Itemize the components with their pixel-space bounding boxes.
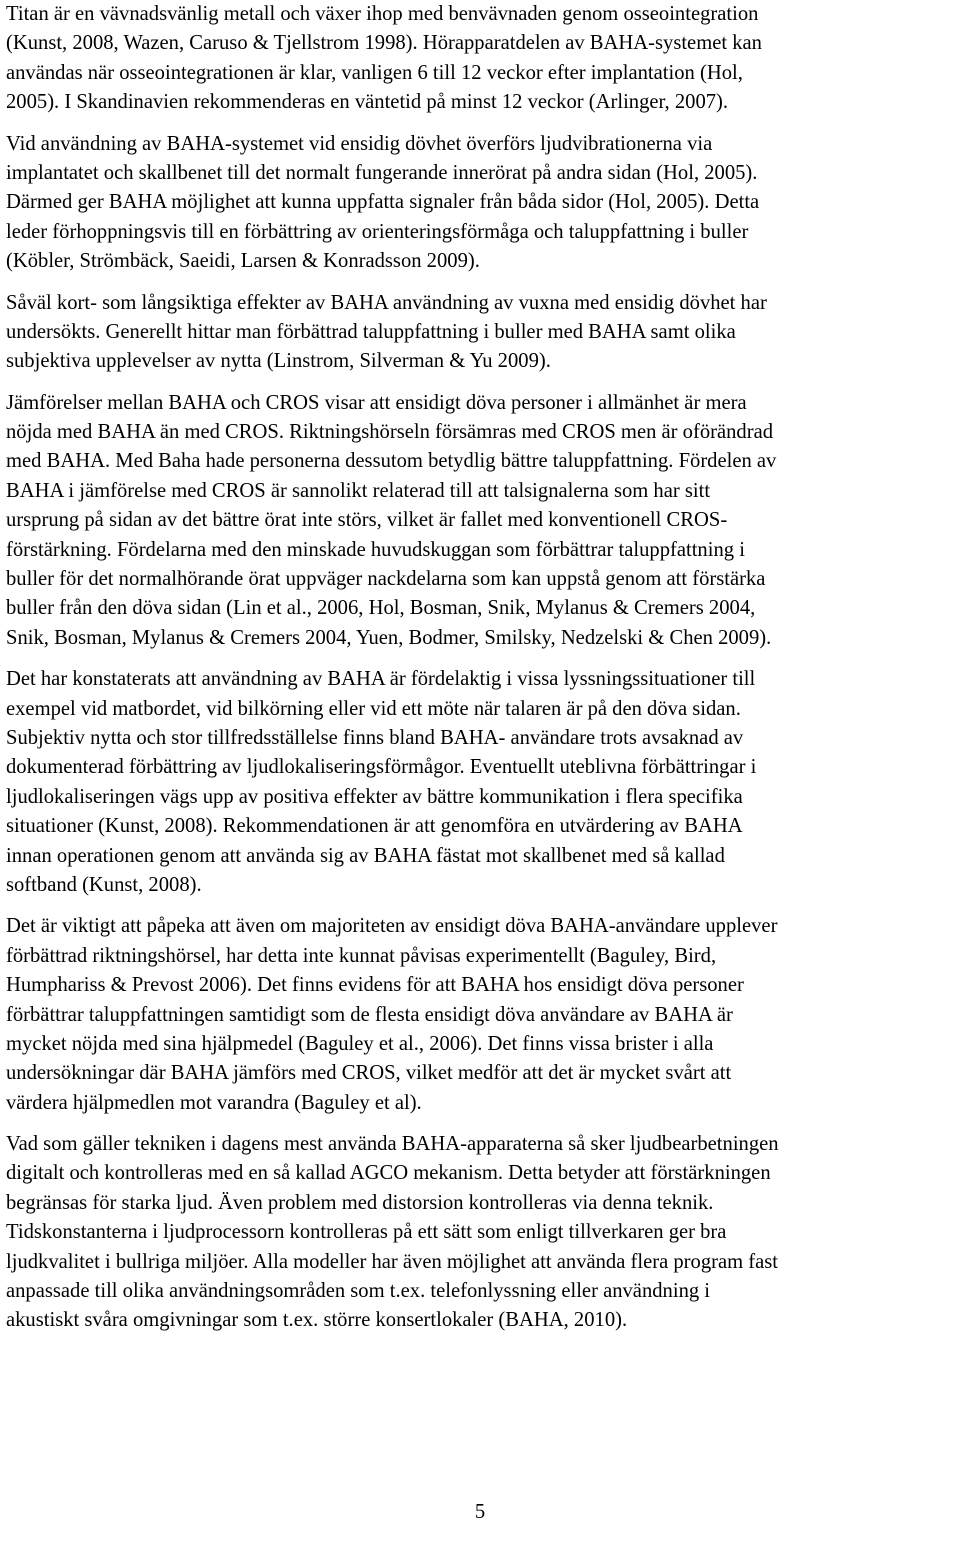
text-line: Tidskonstanterna i ljudprocessorn kontrolleras på ett sätt som enligt tillverkaren ger bra xyxy=(6,1221,727,1244)
text-line: innan operationen genom att använda sig av BAHA fästat mot skallbenet med så kallad xyxy=(6,844,725,867)
text-line: dokumenterad förbättring av ljudlokaliseringsförmågor. Eventuellt uteblivna förbättringar i xyxy=(6,756,757,779)
text-line: användas när osseointegrationen är klar, vanligen 6 till 12 veckor efter implantation (Hol, xyxy=(6,61,743,84)
text-line: softband (Kunst, 2008). xyxy=(6,873,202,896)
text-line: Jämförelser mellan BAHA och CROS visar att ensidigt döva personer i allmänhet är mera xyxy=(6,391,747,414)
text-line: implantatet och skallbenet till det normalt fungerande innerörat på andra sidan (Hol, 2005). xyxy=(6,161,758,184)
paragraph-technology xyxy=(6,1130,960,1336)
paragraph-unilateral-deafness xyxy=(6,130,960,277)
text-line: leder förhoppningsvis till en förbättring av orienteringsförmåga och taluppfattning i buller xyxy=(6,220,749,243)
paragraph-effects xyxy=(6,289,960,377)
text-line: anpassade till olika användningsområden som t.ex. telefonlyssning eller användning i xyxy=(6,1280,711,1303)
text-line: Det har konstaterats att användning av BAHA är fördelaktig i vissa lyssningssituationer till xyxy=(6,668,756,691)
text-line: mycket nöjda med sina hjälpmedel (Baguley et al., 2006). Det finns vissa brister i alla xyxy=(6,1032,714,1055)
page-number: 5 xyxy=(474,1501,486,1523)
text-line: värdera hjälpmedlen mot varandra (Baguley et al). xyxy=(6,1091,422,1114)
text-line: Titan är en vävnadsvänlig metall och växer ihop med benvävnaden genom osseointegration xyxy=(6,3,759,25)
text-line: Såväl kort- som långsiktiga effekter av BAHA användning av vuxna med ensidig dövhet har xyxy=(6,291,767,314)
text-line: Snik, Bosman, Mylanus & Cremers 2004, Yuen, Bodmer, Smilsky, Nedzelski & Chen 2009). xyxy=(6,626,772,649)
text-line: buller för det normalhörande örat uppväger nackdelarna som kan uppstå genom att förstärka xyxy=(6,568,766,591)
text-line: situationer (Kunst, 2008). Rekommendationen är att genomföra en utvärdering av BAHA xyxy=(6,815,743,838)
text-line: ljudkvalitet i bullriga miljöer. Alla modeller har även möjlighet att använda flera program fast xyxy=(6,1250,779,1273)
text-line: (Kunst, 2008, Wazen, Caruso & Tjellstrom 1998). Hörapparatdelen av BAHA-systemet kan xyxy=(6,32,762,55)
text-line: begränsas för starka ljud. Även problem med distorsion kontrolleras via denna teknik. xyxy=(6,1191,714,1214)
text-line: digitalt och kontrolleras med en så kallad AGCO mekanism. Detta betyder att förstärkningen xyxy=(6,1162,771,1185)
text-line: Humphariss & Prevost 2006). Det finns evidens för att BAHA hos ensidigt döva personer xyxy=(6,974,744,997)
text-line: Vad som gäller tekniken i dagens mest använda BAHA-apparaterna så sker ljudbearbetningen xyxy=(6,1133,779,1156)
paragraph-directional-hearing xyxy=(6,912,960,1118)
text-line: Subjektiv nytta och stor tillfredsställelse finns bland BAHA- användare trots avsaknad av xyxy=(6,726,744,749)
paragraph-osseointegration xyxy=(6,0,960,118)
text-line: förstärkning. Fördelarna med den minskade huvudskuggan som förbättrar taluppfattning i xyxy=(6,538,745,561)
text-line: buller från den döva sidan (Lin et al., 2006, Hol, Bosman, Snik, Mylanus & Cremers 2004, xyxy=(6,597,756,620)
text-line: med BAHA. Med Baha hade personerna dessutom betydlig bättre taluppfattning. Fördelen av xyxy=(6,450,777,473)
paragraph-baha-vs-cros xyxy=(6,389,960,654)
text-line: Det är viktigt att påpeka att även om majoriteten av ensidigt döva BAHA-användare upplever xyxy=(6,915,778,938)
text-line: BAHA i jämförelse med CROS är sannolikt relaterad till att talsignalerna som har sitt xyxy=(6,479,711,502)
text-line: (Köbler, Strömbäck, Saeidi, Larsen & Konradsson 2009). xyxy=(6,250,480,273)
text-line: förbättrad riktningshörsel, har detta inte kunnat påvisas experimentellt (Baguley, Bird, xyxy=(6,944,717,967)
text-line: nöjda med BAHA än med CROS. Riktningshörseln försämras med CROS men är oförändrad xyxy=(6,421,774,444)
text-line: Därmed ger BAHA möjlighet att kunna uppfatta signaler från båda sidor (Hol, 2005). Detta xyxy=(6,191,760,214)
text-line: exempel vid matbordet, vid bilkörning eller vid ett möte när talaren är på den döva sidan. xyxy=(6,697,741,720)
document-page xyxy=(6,0,960,1348)
text-line: förbättrar taluppfattningen samtidigt som de flesta ensidigt döva användare av BAHA är xyxy=(6,1003,733,1026)
text-line: undersökningar där BAHA jämförs med CROS, vilket medför att det är mycket svårt att xyxy=(6,1062,732,1085)
text-line: subjektiva upplevelser av nytta (Linstrom, Silverman & Yu 2009). xyxy=(6,350,551,373)
text-line: undersökts. Generellt hittar man förbättrad taluppfattning i buller med BAHA samt olika xyxy=(6,320,736,343)
text-line: ursprung på sidan av det bättre örat inte störs, vilket är fallet med konventionell CROS- xyxy=(6,509,728,532)
text-line: 2005). I Skandinavien rekommenderas en väntetid på minst 12 veckor (Arlinger, 2007). xyxy=(6,91,729,114)
text-line: akustiskt svåra omgivningar som t.ex. större konsertlokaler (BAHA, 2010). xyxy=(6,1309,628,1332)
paragraph-listening-situations xyxy=(6,665,960,900)
text-line: ljudlokaliseringen vägs upp av positiva effekter av bättre kommunikation i flera specifika xyxy=(6,785,743,808)
text-line: Vid användning av BAHA-systemet vid ensidig dövhet överförs ljudvibrationerna via xyxy=(6,132,713,155)
